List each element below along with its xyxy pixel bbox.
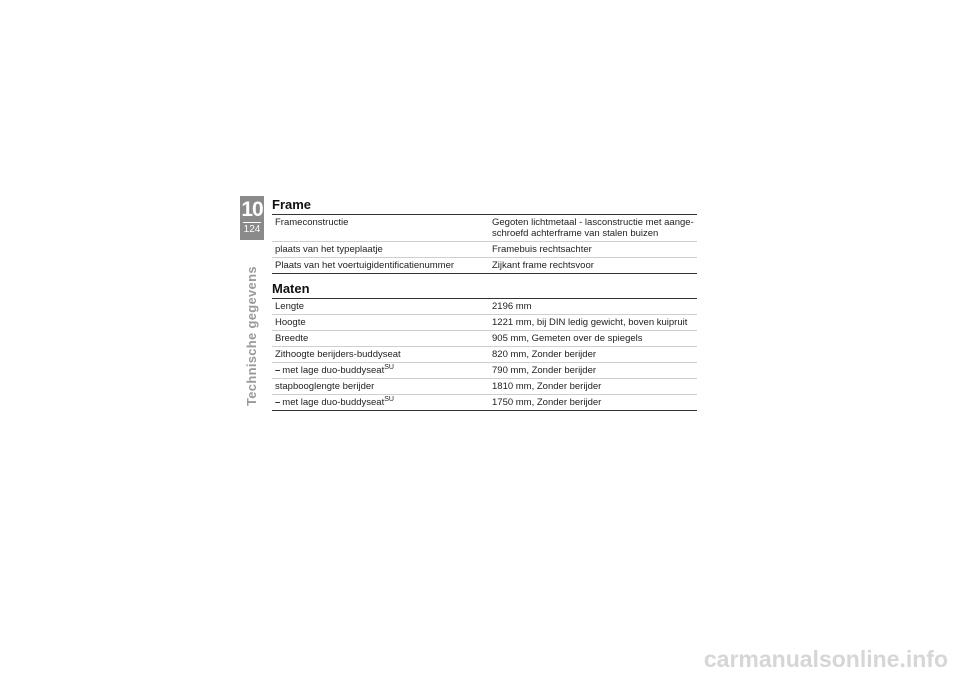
row-label [272, 395, 489, 411]
row-label-text: met lage duo-buddyseat [282, 397, 385, 408]
table-row [272, 315, 697, 331]
row-value-line: schroefd achterframe van stalen buizen [492, 228, 659, 239]
table-row [272, 347, 697, 363]
dash-bullet: – [275, 397, 281, 408]
row-label: Breedte [272, 331, 489, 347]
row-label: Hoogte [272, 315, 489, 331]
row-label: Frameconstructie [272, 215, 489, 242]
chapter-tab-divider [243, 222, 261, 223]
chapter-number: 10 [241, 198, 263, 221]
table-row [272, 331, 697, 347]
table-row [272, 215, 697, 242]
row-label: Zithoogte berijders-buddyseat [272, 347, 489, 363]
table-row [272, 395, 697, 411]
dash-bullet: – [275, 365, 281, 376]
row-label: plaats van het typeplaatje [272, 242, 489, 258]
section-title-maten: Maten [272, 281, 310, 296]
row-label: Lengte [272, 299, 489, 315]
row-label: Plaats van het voertuigidentificatienummer [272, 258, 489, 274]
row-value: Framebuis rechtsachter [489, 242, 697, 258]
table-row [272, 299, 697, 315]
table-row [272, 242, 697, 258]
chapter-title: Technische gegevens [244, 266, 259, 406]
row-value: 820 mm, Zonder berijder [489, 347, 697, 363]
chapter-tab [240, 196, 264, 240]
page-number: 124 [243, 224, 261, 235]
watermark: carmanualsonline.info [703, 646, 948, 672]
maten-table [272, 298, 697, 411]
row-value: 905 mm, Gemeten over de spiegels [489, 331, 697, 347]
row-value: Zijkant frame rechtsvoor [489, 258, 697, 274]
table-row [272, 379, 697, 395]
section-title-frame: Frame [272, 197, 312, 212]
superscript-note: SU [384, 364, 394, 371]
row-value-line: Gegoten lichtmetaal - lasconstructie met aange- [492, 217, 694, 228]
table-row [272, 258, 697, 274]
frame-table [272, 214, 697, 274]
row-value: 1750 mm, Zonder berijder [489, 395, 697, 411]
row-label: stapbooglengte berijder [272, 379, 489, 395]
row-value: 790 mm, Zonder berijder [489, 363, 697, 379]
table-row [272, 363, 697, 379]
row-value: 1810 mm, Zonder berijder [489, 379, 697, 395]
row-value: 2196 mm [489, 299, 697, 315]
row-label [272, 363, 489, 379]
row-value [489, 215, 697, 242]
row-value: 1221 mm, bij DIN ledig gewicht, boven kuipruit [489, 315, 697, 331]
superscript-note: SU [384, 396, 394, 403]
row-label-text: met lage duo-buddyseat [282, 365, 385, 376]
